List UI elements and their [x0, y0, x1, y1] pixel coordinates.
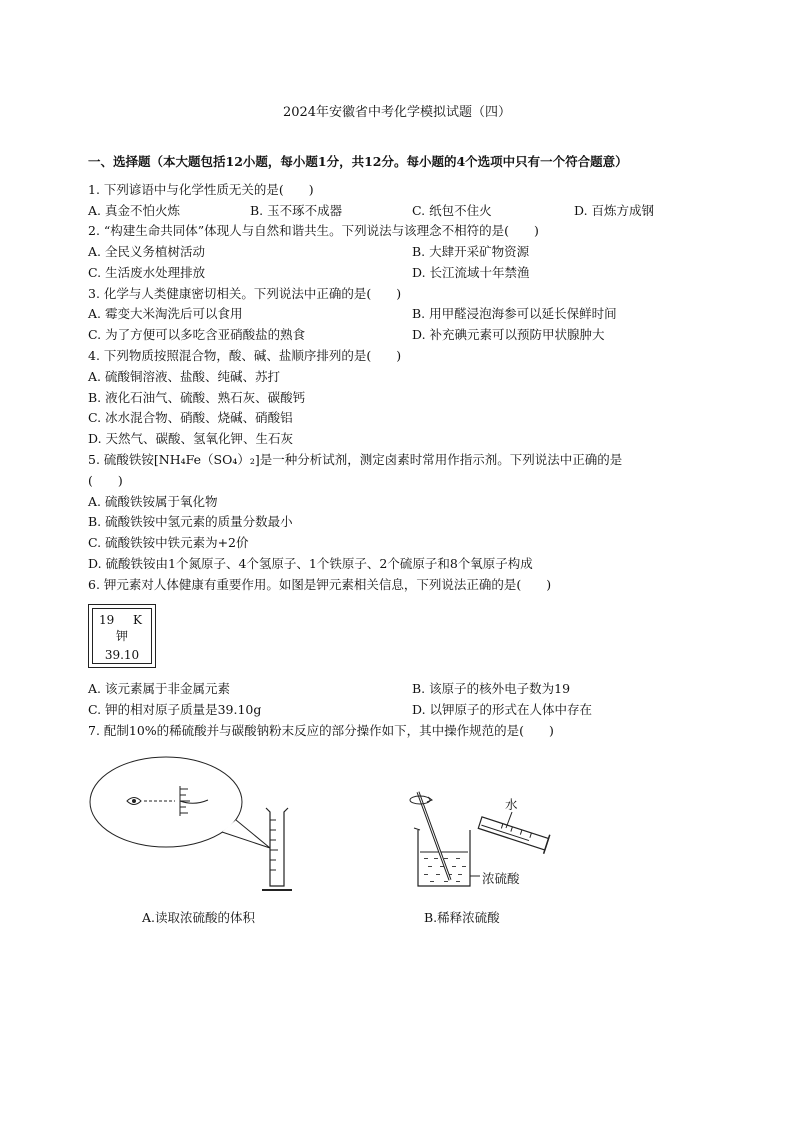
atomic-mass: 39.10 [104, 648, 140, 662]
section-heading: 一、选择题（本大题包括12小题，每小题1分，共12分。每小题的4个选项中只有一个符合题意） [88, 154, 628, 169]
element-symbol: K [133, 613, 142, 627]
element-name: 钾 [115, 629, 128, 643]
question-3-option-b: B. 用甲醛浸泡海参可以延长保鲜时间 [412, 306, 617, 321]
question-5-option-d: D. 硫酸铁铵由1个氮原子、4个氢原子、1个铁原子、2个硫原子和8个氧原子构成 [88, 556, 533, 571]
question-4-option-a: A. 硫酸铜溶液、盐酸、纯碱、苏打 [88, 369, 280, 384]
question-3-option-a: A. 霉变大米淘洗后可以食用 [88, 306, 243, 321]
figure-b-caption: B.稀释浓硫酸 [424, 910, 500, 925]
question-6-stem: 6. 钾元素对人体健康有重要作用。如图是钾元素相关信息，下列说法正确的是( ) [88, 577, 552, 592]
question-5-option-a: A. 硫酸铁铵属于氧化物 [88, 494, 218, 509]
question-1-option-a: A. 真金不怕火炼 [88, 203, 180, 218]
question-3-option-c: C. 为了方便可以多吃含亚硝酸盐的熟食 [88, 327, 306, 342]
question-5-option-c: C. 硫酸铁铵中铁元素为+2价 [88, 535, 249, 550]
question-5-stem-continued: ( ) [88, 473, 123, 488]
question-4-option-c: C. 冰水混合物、硝酸、烧碱、硝酸铝 [88, 410, 293, 425]
question-2-stem: 2. “构建生命共同体”体现人与自然和谐共生。下列说法与该理念不相符的是( ) [88, 223, 539, 238]
question-7-stem: 7. 配制10%的稀硫酸并与碳酸钠粉末反应的部分操作如下，其中操作规范的是( ) [88, 723, 554, 738]
question-3-stem: 3. 化学与人类健康密切相关。下列说法中正确的是( ) [88, 286, 402, 301]
atomic-number: 19 [99, 613, 115, 627]
question-1-option-c: C. 纸包不住火 [412, 203, 492, 218]
question-2-option-b: B. 大肆开采矿物资源 [412, 244, 530, 259]
question-4-option-d: D. 天然气、碳酸、氢氧化钾、生石灰 [88, 431, 294, 446]
figure-a-caption: A.读取浓硫酸的体积 [142, 910, 256, 925]
question-2-option-d: D. 长江流域十年禁渔 [412, 265, 530, 280]
potassium-element-card [88, 604, 156, 668]
question-6-option-b: B. 该原子的核外电子数为19 [412, 681, 571, 696]
question-2-option-c: C. 生活废水处理排放 [88, 265, 206, 280]
page-title: 2024年安徽省中考化学模拟试题（四） [282, 105, 512, 120]
question-1-stem: 1. 下列谚语中与化学性质无关的是( ) [88, 182, 314, 197]
question-4-option-b: B. 液化石油气、硫酸、熟石灰、碳酸钙 [88, 390, 306, 405]
question-6-option-a: A. 该元素属于非金属元素 [88, 681, 230, 696]
question-6-option-c: C. 钾的相对原子质量是39.10g [88, 702, 262, 717]
question-6-option-d: D. 以钾原子的形式在人体中存在 [412, 702, 593, 717]
figure-b-water-label: 水 [505, 797, 518, 812]
figure-b-acid-label: 浓硫酸 [482, 871, 520, 886]
question-5-option-b: B. 硫酸铁铵中氢元素的质量分数最小 [88, 514, 293, 529]
question-1-option-b: B. 玉不琢不成器 [250, 203, 343, 218]
question-5-stem: 5. 硫酸铁铵[NH₄Fe（SO₄）₂]是一种分析试剂，测定卤素时常用作指示剂。下列说法中正确的是 [88, 452, 623, 467]
question-4-stem: 4. 下列物质按照混合物，酸、碱、盐顺序排列的是( ) [88, 348, 402, 363]
question-3-option-d: D. 补充碘元素可以预防甲状腺肿大 [412, 327, 605, 342]
question-1-option-d: D. 百炼方成钢 [574, 203, 655, 218]
question-2-option-a: A. 全民义务植树活动 [88, 244, 205, 259]
